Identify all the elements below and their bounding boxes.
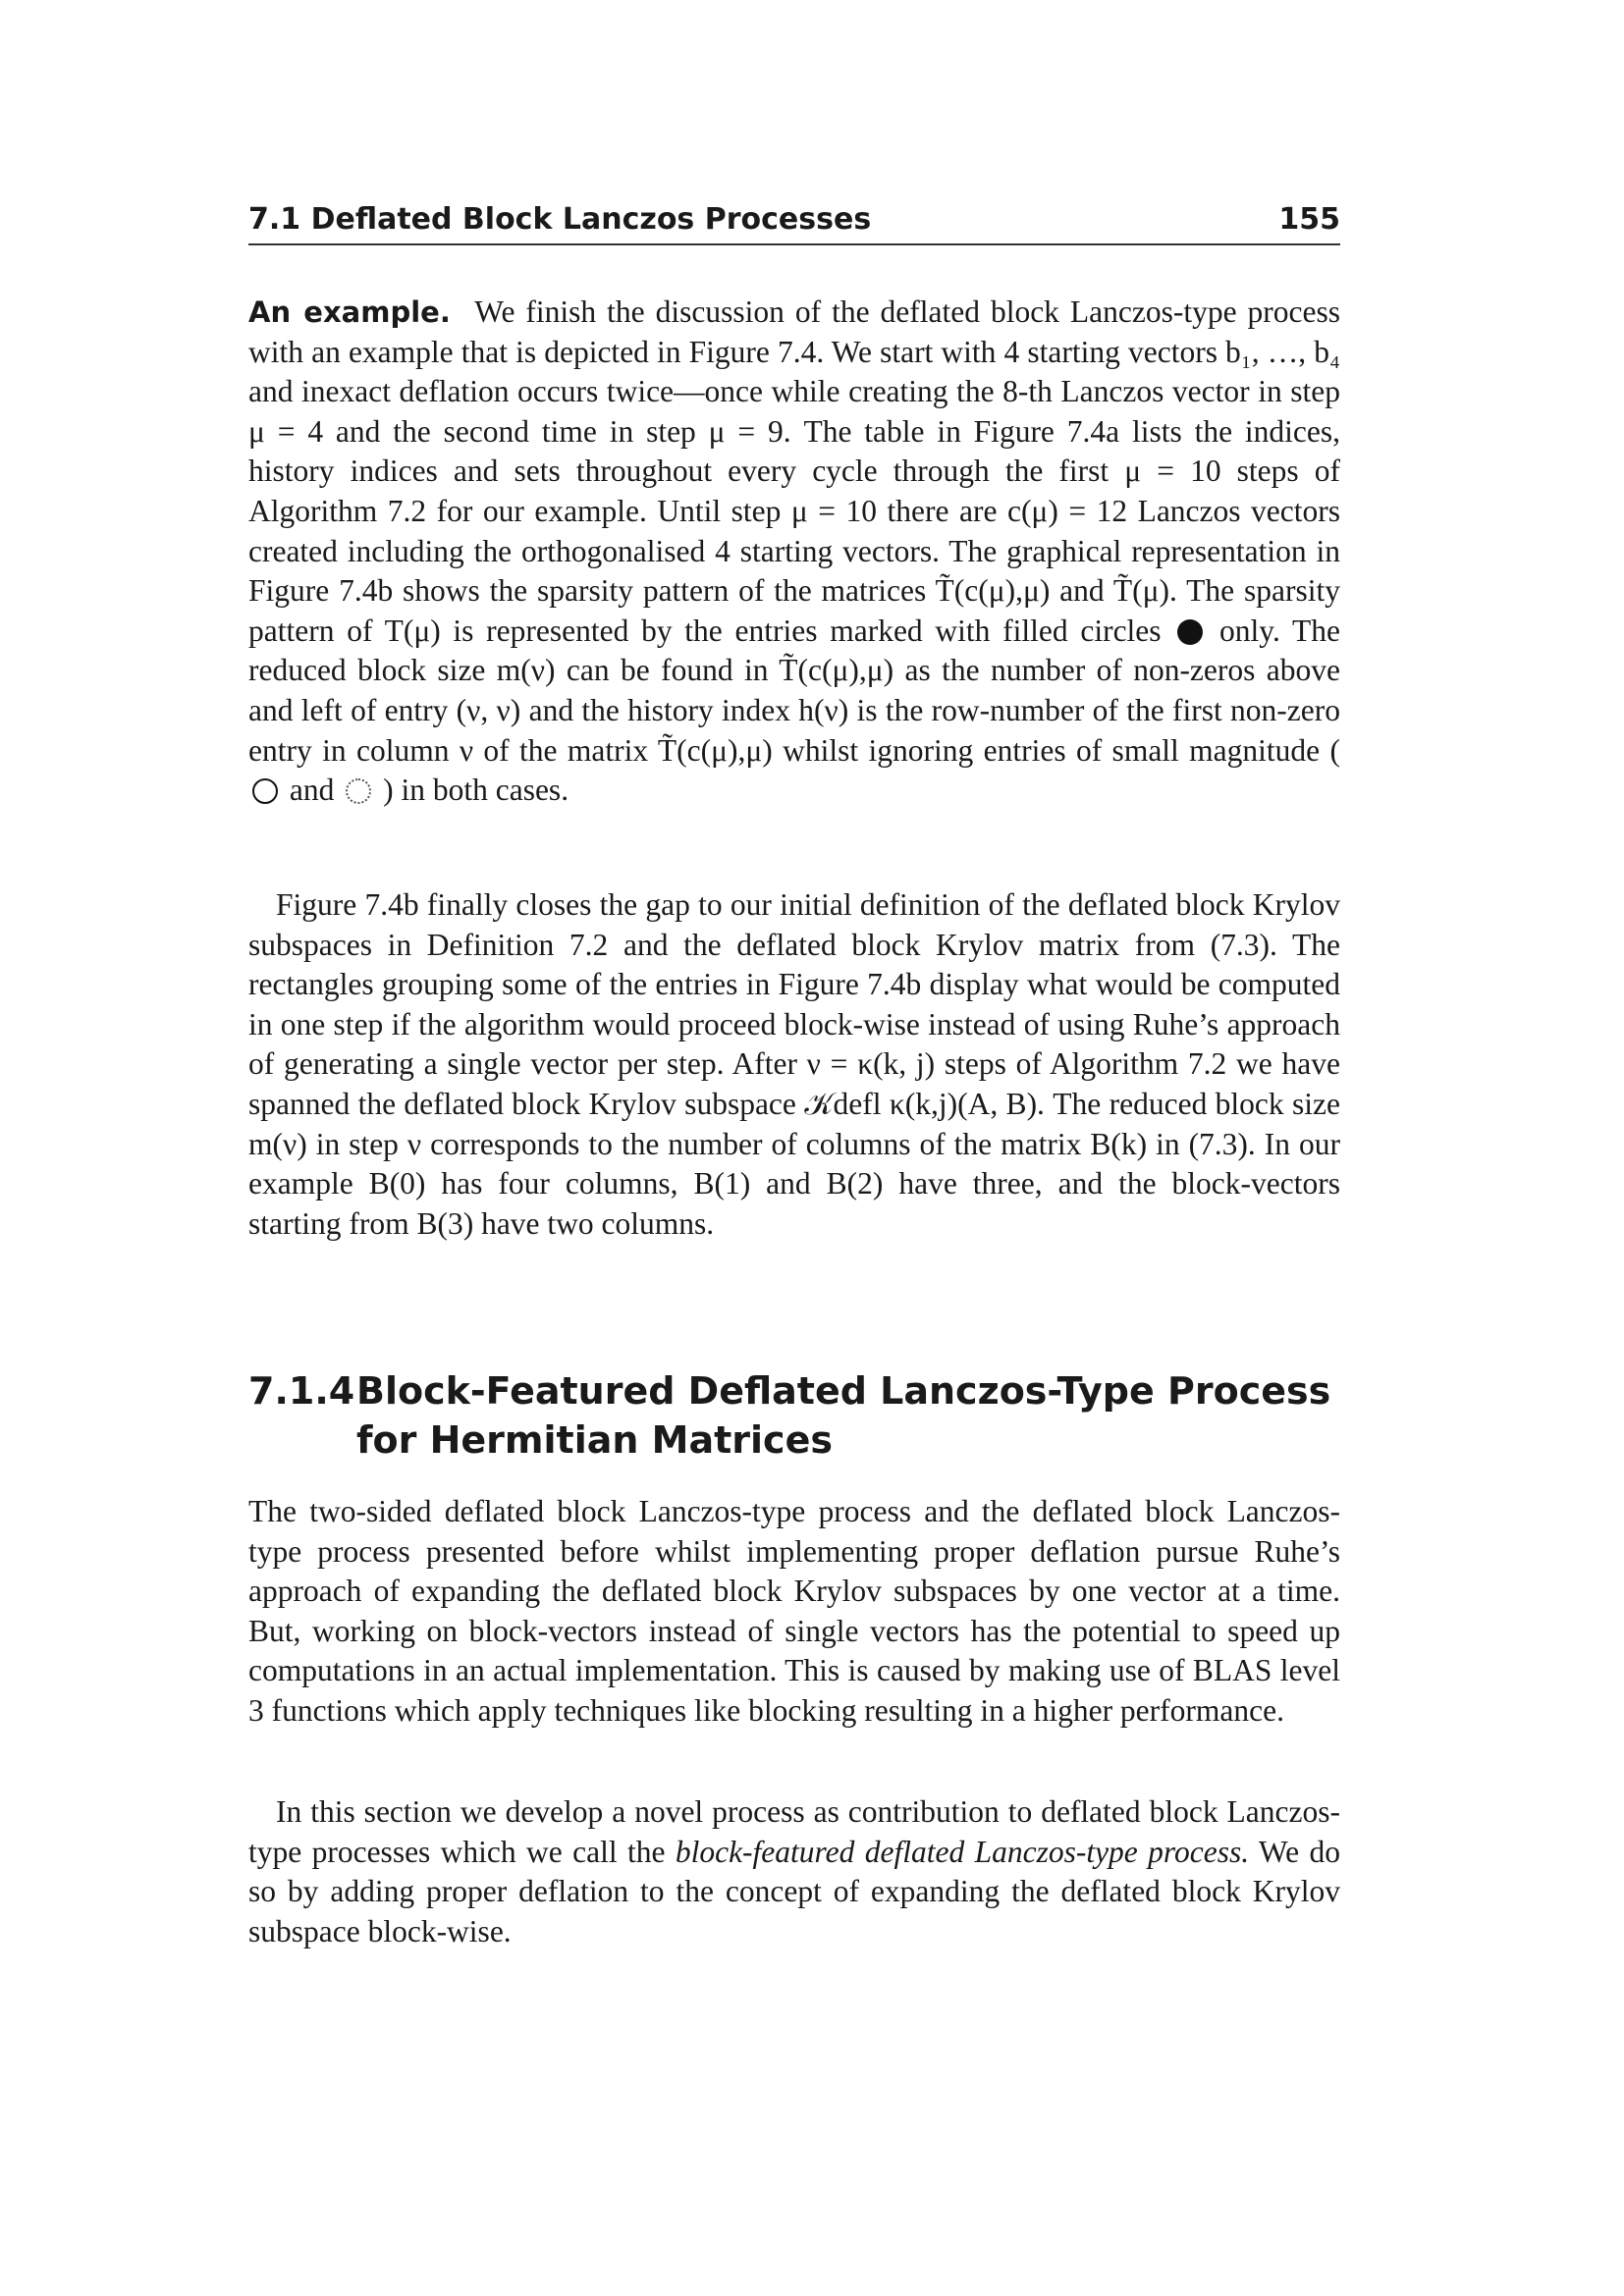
paragraph-novel [248, 1792, 1340, 1951]
paragraph-example-text-a: We finish the discussion of the deflated block Lanczos-type process with an example that is depicted in Figure 7.4. We start with 4 starting vectors b₁, …, b₄ and inexact deflation occurs twice—once while creating the 8-th Lanczos vector in step μ = 4 and the second time in step μ = 9. The table in Figure 7.4a lists the indices, history indices and sets throughout every cycle through the first μ = 10 steps of Algorithm 7.2 for our example. Until step μ = 10 there are c(μ) = 12 Lanczos vectors created including the orthogonalised 4 starting vectors. The graphical representation in Figure 7.4b shows the sparsity pattern of the matrices T̃(c(μ),μ) and T̃(μ). The sparsity pattern of T(μ) is represented by the entries marked with filled circles [248, 294, 1341, 648]
paragraph-lead: An example. [248, 295, 451, 329]
paragraph-figure: Figure 7.4b finally closes the gap to our initial definition of the deflated block Krylov subspaces in Definition 7.2 and the deflated block Krylov matrix from (7.3). The rectangles grouping some of the entries in Figure 7.4b display what would be computed in one step if the algorithm would proceed block-wise instead of using Ruhe’s approach of generating a single vector per step. After ν = κ(k, j) steps of Algorithm 7.2 we have spanned the deflated block Krylov subspace 𝒦defl κ(k,j)(A, B). The reduced block size m(ν) in step ν corresponds to the number of columns of the matrix B(k) in (7.3). In our example B(0) has four columns, B(1) and B(2) have three, and the block-vectors starting from B(3) have two columns. [248, 887, 1340, 1241]
paragraph-example-text-d: ) in both cases. [383, 773, 569, 808]
paragraph-intro: The two-sided deflated block Lanczos-type process and the deflated block Lanczos-type process presented before whilst implementing proper deflation pursue Ruhe’s approach of expanding the deflated block Krylov subspaces by one vector at a time. But, working on block-vectors instead of single vectors has the potential to speed up computations in an actual implementation. This is caused by making use of BLAS level 3 functions which apply techniques like blocking resulting in a higher performance. [248, 1494, 1340, 1728]
paragraph-novel-text-a: In this section we develop a novel process as contribution to deflated block Lanczos-type processes which we call the [248, 1794, 1340, 1869]
dotted-circle-icon [346, 778, 371, 804]
paragraph-novel-text-b: We do so by adding proper deflation to the concept of expanding the deflated block Krylov subspace block-wise. [248, 1834, 1340, 1949]
paragraph-example [248, 293, 1340, 811]
filled-circle-icon [1177, 619, 1203, 645]
open-circle-icon [252, 778, 278, 804]
paragraph-novel-emphasis: block-featured deflated Lanczos-type process. [675, 1834, 1250, 1869]
page-number: 155 [1278, 202, 1340, 237]
section-title: Block-Featured Deflated Lanczos-Type Process for Hermitian Matrices [356, 1369, 1331, 1462]
paragraph-example-text-c: and [289, 773, 335, 808]
running-header-title: 7.1 Deflated Block Lanczos Processes [248, 202, 872, 237]
paragraph-example-text-b: only. The reduced block size m(ν) can be found in T̃(c(μ),μ) as the number of non-zeros above and left of entry (ν, ν) and the history index h(ν) is the row-number of the first non-zero entry in column ν of the matrix T̃(c(μ),μ) whilst ignoring entries of small magnitude ( [248, 613, 1340, 768]
running-header [248, 202, 1340, 245]
section-number: 7.1.4 [248, 1369, 355, 1413]
